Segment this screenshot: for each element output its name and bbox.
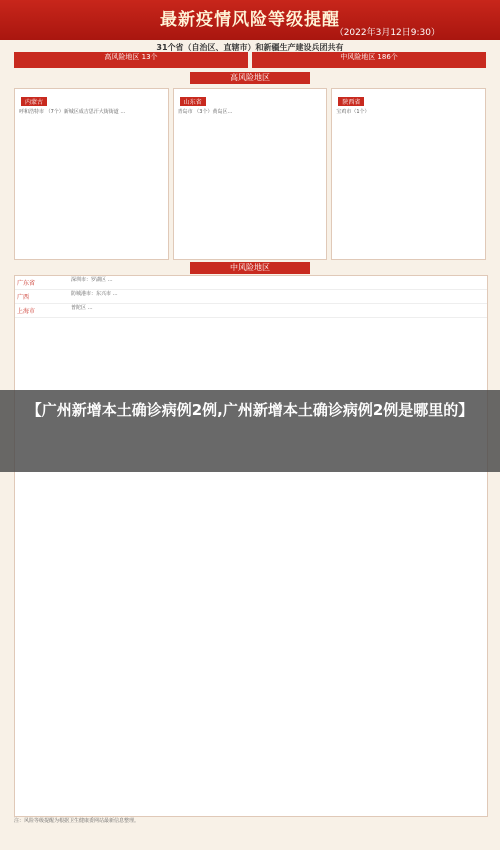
area-text: 防城港市：东兴市 … [71,291,118,297]
section-high: 高风险地区 [14,72,486,84]
area-text: 普陀区 … [71,305,93,311]
page-date: （2022年3月12日9:30） [334,28,440,38]
high-risk-columns [14,88,486,260]
list-item [15,290,487,304]
high-count: 高风险地区 13个 [14,52,248,68]
province-tag: 山东省 [180,97,206,106]
high-col [331,88,486,260]
mid-risk-list [14,275,488,817]
mid-count: 中风险地区 186个 [252,52,486,68]
section-mid: 中风险地区 [14,262,486,274]
province-label: 广西 [17,294,30,301]
counts-bar [14,52,486,68]
list-item [15,304,487,318]
header [0,0,500,40]
high-col [14,88,169,260]
high-col [173,88,328,260]
province-label: 上海市 [17,308,36,315]
area-text: 宝鸡市（1个） [336,109,370,115]
page-title: 最新疫情风险等级提醒 [160,10,340,30]
footer-note: 注：风险等级提醒为根据卫生健康委网站最新信息整理。 [14,818,140,824]
province-tag: 陕西省 [338,97,364,106]
list-item [15,276,487,290]
area-text: 青岛市 （3个）黄岛区… [177,109,233,115]
area-text: 呼和浩特市 （7个）新城区成吉思汗大街街道 … [19,109,126,115]
summary: 31个省（自治区、直辖市）和新疆生产建设兵团共有 [156,43,344,52]
province-tag: 内蒙古 [21,97,47,106]
caption-overlay: 【广州新增本土确诊病例2例,广州新增本土确诊病例2例是哪里的】 [0,390,500,472]
area-text: 深圳市：罗湖区 … [71,277,113,283]
province-label: 广东省 [17,280,36,287]
